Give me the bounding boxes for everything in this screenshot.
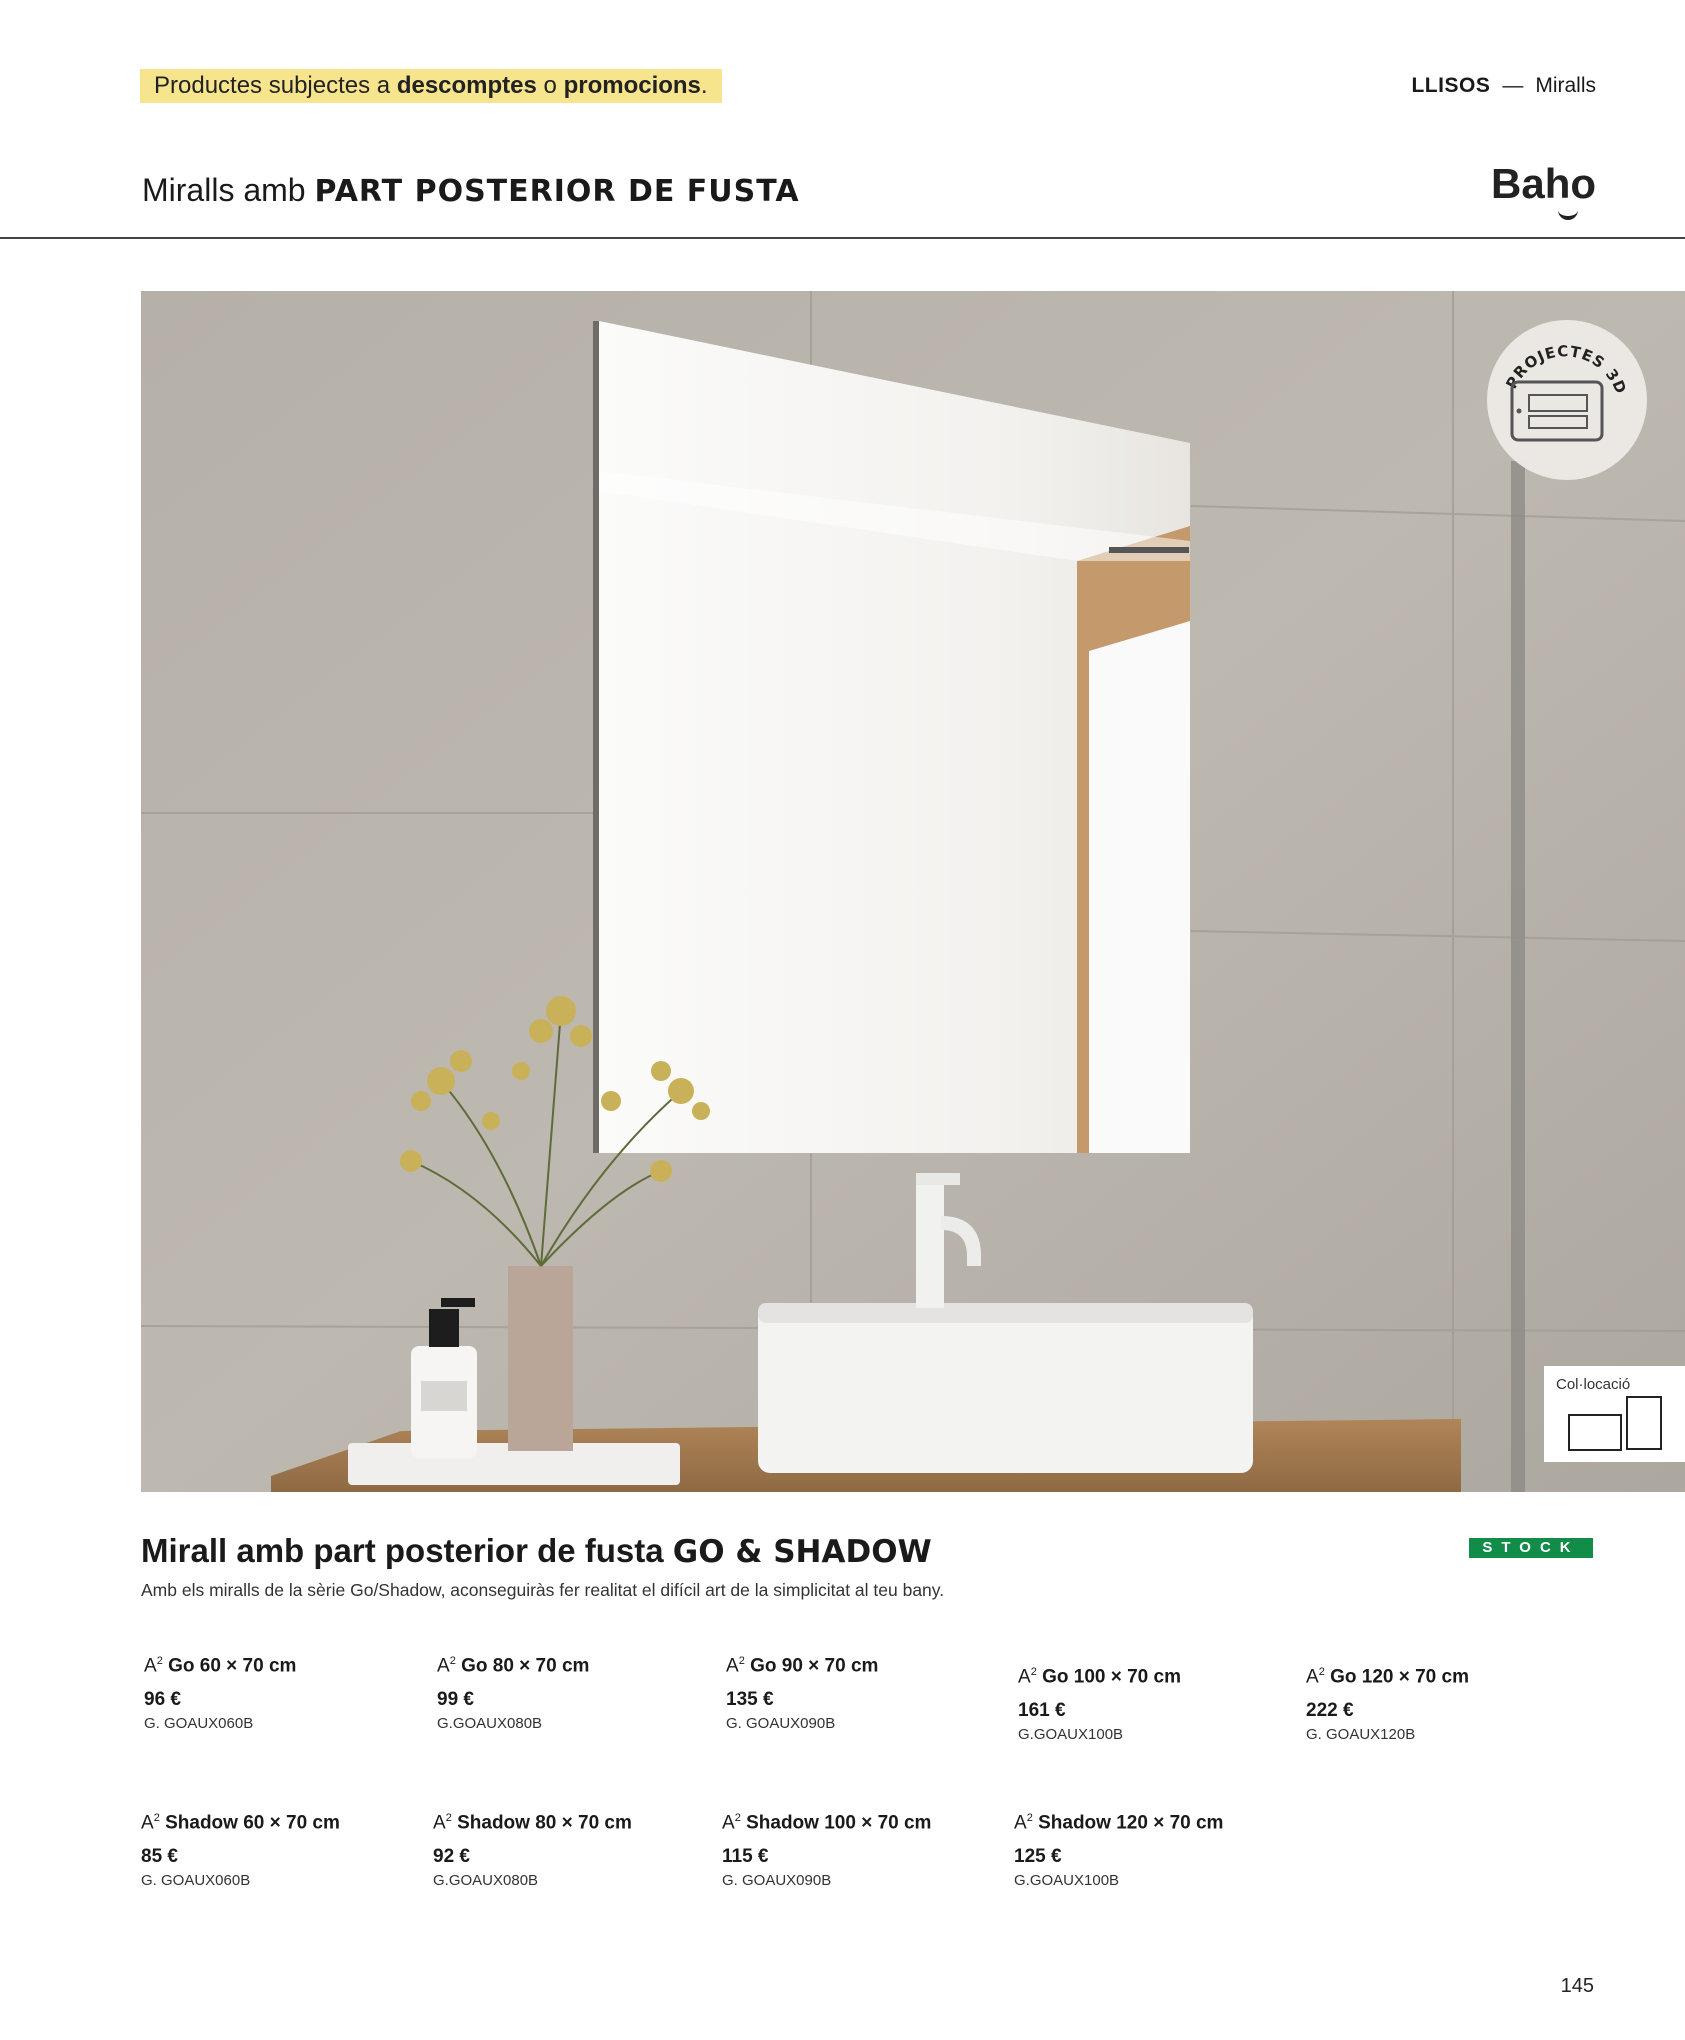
header-divider bbox=[0, 237, 1685, 239]
energy-label: A bbox=[726, 1655, 739, 1677]
projects-3d-icon bbox=[1487, 320, 1647, 480]
item-price: 222 € bbox=[1306, 1700, 1354, 1722]
item-price: 85 € bbox=[141, 1846, 178, 1868]
page-title-prefix: Miralls amb bbox=[142, 172, 315, 208]
item-price: 96 € bbox=[144, 1689, 181, 1711]
bathroom-scene-illustration bbox=[141, 291, 1685, 1492]
item-size: Shadow 80 × 70 cm bbox=[457, 1812, 632, 1834]
horizontal-placement-icon bbox=[1568, 1414, 1622, 1451]
breadcrumb-subsection: Miralls bbox=[1535, 74, 1596, 97]
promo-text: . bbox=[700, 72, 708, 99]
energy-sup: 2 bbox=[153, 1812, 160, 1824]
item-code: G. GOAUX120B bbox=[1306, 1726, 1416, 1744]
promo-discounts: descomptes bbox=[396, 72, 537, 99]
item-code: G. GOAUX060B bbox=[144, 1715, 254, 1733]
placement-label: Col·locació bbox=[1556, 1376, 1631, 1393]
breadcrumb bbox=[1411, 74, 1596, 98]
item-size: Shadow 100 × 70 cm bbox=[746, 1812, 932, 1834]
item-price: 125 € bbox=[1014, 1846, 1062, 1868]
brand-logo-smile bbox=[1558, 206, 1578, 220]
energy-label: A bbox=[1018, 1666, 1031, 1688]
energy-label: A bbox=[141, 1812, 154, 1834]
brand-logo: Baho bbox=[1491, 160, 1596, 207]
item-price: 92 € bbox=[433, 1846, 470, 1868]
energy-label: A bbox=[1014, 1812, 1027, 1834]
page-number: 145 bbox=[1560, 1975, 1594, 1997]
product-title-prefix: Mirall amb part posterior de fusta bbox=[141, 1532, 673, 1569]
item-size: Shadow 60 × 70 cm bbox=[165, 1812, 340, 1834]
product-title-bold: GO & SHADOW bbox=[672, 1534, 932, 1570]
item-code: G. GOAUX090B bbox=[722, 1872, 832, 1890]
breadcrumb-separator: — bbox=[1502, 74, 1524, 97]
product-photo bbox=[141, 291, 1685, 1492]
product-item-shadow-100 bbox=[722, 1812, 931, 1889]
product-title bbox=[141, 1532, 932, 1570]
item-size: Go 100 × 70 cm bbox=[1042, 1666, 1181, 1688]
product-item-go-90 bbox=[726, 1655, 878, 1732]
item-size: Go 60 × 70 cm bbox=[168, 1655, 297, 1677]
product-item-shadow-120 bbox=[1014, 1812, 1223, 1889]
item-size: Go 90 × 70 cm bbox=[750, 1655, 879, 1677]
energy-sup: 2 bbox=[156, 1655, 163, 1667]
item-name bbox=[144, 1655, 296, 1677]
item-code: G.GOAUX080B bbox=[433, 1872, 539, 1890]
vertical-placement-icon bbox=[1626, 1396, 1662, 1450]
svg-text:PROJECTES 3D bbox=[1502, 342, 1630, 397]
item-name bbox=[1014, 1812, 1223, 1834]
product-item-shadow-60 bbox=[141, 1812, 340, 1889]
promo-promotions: promocions bbox=[563, 72, 701, 99]
item-name bbox=[722, 1812, 931, 1834]
energy-label: A bbox=[1306, 1666, 1319, 1688]
product-item-go-120 bbox=[1306, 1666, 1469, 1743]
item-size: Go 120 × 70 cm bbox=[1330, 1666, 1469, 1688]
breadcrumb-section: LLISOS bbox=[1411, 74, 1491, 97]
energy-sup: 2 bbox=[449, 1655, 456, 1667]
item-name bbox=[1018, 1666, 1181, 1688]
energy-label: A bbox=[144, 1655, 157, 1677]
page-title-bold: PART POSTERIOR DE FUSTA bbox=[314, 174, 800, 209]
energy-sup: 2 bbox=[738, 1655, 745, 1667]
item-price: 115 € bbox=[722, 1846, 769, 1868]
page-title bbox=[142, 172, 800, 209]
energy-sup: 2 bbox=[1026, 1812, 1033, 1824]
energy-label: A bbox=[433, 1812, 446, 1834]
item-code: G.GOAUX100B bbox=[1014, 1872, 1120, 1890]
item-code: G. GOAUX060B bbox=[141, 1872, 251, 1890]
item-price: 99 € bbox=[437, 1689, 474, 1711]
product-description: Amb els miralls de la sèrie Go/Shadow, aconseguiràs fer realitat el difícil art de la simplicitat al teu bany. bbox=[141, 1580, 945, 1600]
energy-label: A bbox=[437, 1655, 450, 1677]
item-code: G. GOAUX090B bbox=[726, 1715, 836, 1733]
item-size: Go 80 × 70 cm bbox=[461, 1655, 590, 1677]
placement-indicator bbox=[1544, 1366, 1685, 1462]
product-item-go-80 bbox=[437, 1655, 589, 1732]
item-name bbox=[1306, 1666, 1469, 1688]
item-name bbox=[726, 1655, 878, 1677]
item-name bbox=[433, 1812, 632, 1834]
projects-3d-badge[interactable] bbox=[1487, 320, 1647, 480]
item-name bbox=[141, 1812, 340, 1834]
product-item-go-60 bbox=[144, 1655, 296, 1732]
projects-3d-label: PROJECTES 3D bbox=[1502, 342, 1631, 397]
energy-label: A bbox=[722, 1812, 735, 1834]
promo-text: o bbox=[536, 72, 564, 99]
item-code: G.GOAUX080B bbox=[437, 1715, 543, 1733]
energy-sup: 2 bbox=[445, 1812, 452, 1824]
stock-badge: STOCK bbox=[1469, 1538, 1593, 1558]
item-code: G.GOAUX100B bbox=[1018, 1726, 1124, 1744]
item-name bbox=[437, 1655, 589, 1677]
item-price: 161 € bbox=[1018, 1700, 1066, 1722]
item-price: 135 € bbox=[726, 1689, 774, 1711]
energy-sup: 2 bbox=[1318, 1666, 1325, 1678]
promo-banner bbox=[140, 69, 722, 103]
energy-sup: 2 bbox=[1030, 1666, 1037, 1678]
promo-text: Productes subjectes a bbox=[154, 72, 397, 99]
product-item-shadow-80 bbox=[433, 1812, 632, 1889]
energy-sup: 2 bbox=[734, 1812, 741, 1824]
product-item-go-100 bbox=[1018, 1666, 1181, 1743]
item-size: Shadow 120 × 70 cm bbox=[1038, 1812, 1224, 1834]
